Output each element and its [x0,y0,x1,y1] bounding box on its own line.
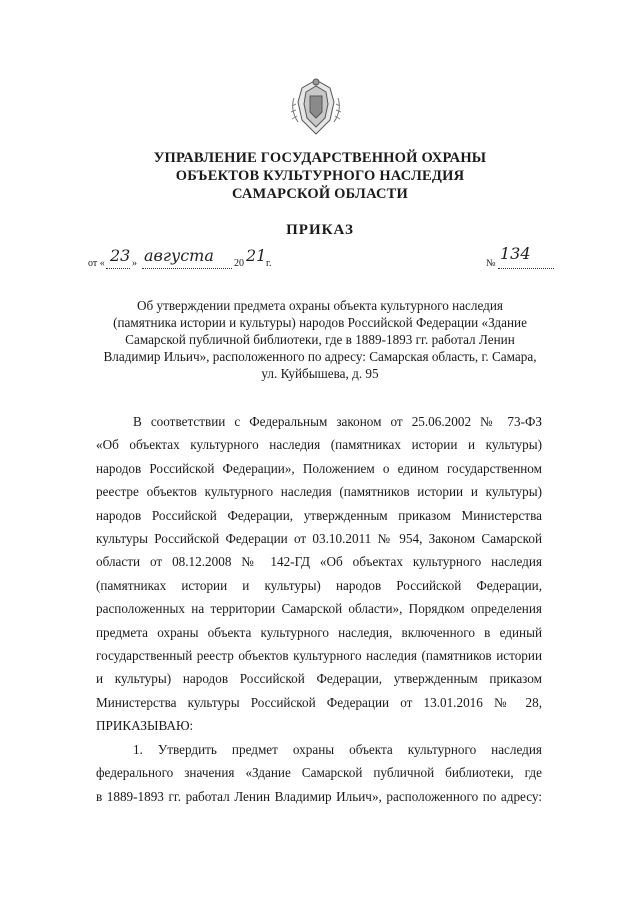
header-line-3: САМАРСКОЙ ОБЛАСТИ [231,186,409,202]
preamble-line: народов Российской Федерации, утвержденным приказом Министерства [96,507,542,523]
preamble-line: народов Российской Федерации», Положением о едином государственном [96,460,542,476]
preamble-line: расположенных на территории Самарской области», Порядком определения [96,601,542,617]
date-mid: » [132,258,137,269]
order-number: 134 [500,244,531,263]
header-line-1: УПРАВЛЕНИЕ ГОСУДАРСТВЕННОЙ ОХРАНЫ [153,150,487,166]
header-line-2: ОБЪЕКТОВ КУЛЬТУРНОГО НАСЛЕДИЯ [175,168,465,184]
preamble-line: и культуры) народов Российской Федерации, утвержденным приказом [96,671,542,687]
order-subject [100,297,540,382]
preamble-line: культуры Российской Федерации от 03.10.2011 № 954, Законом Самарской [96,530,542,546]
preamble-line: предмета охраны объекта культурного наследия, включенного в единый [96,624,542,640]
date-month-line [142,268,232,269]
date-year-prefix: 20 [234,258,244,269]
preamble-line: государственный реестр объектов культурного наследия (памятников истории [96,647,542,663]
date-suffix: г. [266,258,272,269]
preamble-paragraph [96,410,542,737]
number-label: № [486,258,496,269]
date-prefix: от « [88,258,105,269]
preamble-line: реестре объектов культурного наследия (памятников истории и культуры) [96,484,542,500]
date-number-row [88,244,568,274]
subject-line: ул. Куйбышева, д. 95 [261,366,379,381]
preamble-line: Министерства культуры Российской Федерации от 13.01.2016 № 28, [96,694,542,710]
item-1-line: федерального значения «Здание Самарской публичной библиотеки, где [96,765,542,781]
preamble-line: области от 08.12.2008 № 142-ГД «Об объектах культурного наследия [96,554,542,570]
subject-line: Самарской публичной библиотеки, где в 1889-1893 гг. работал Ленин [125,332,515,347]
date-month: августа [144,246,214,265]
date-year: 21 [246,246,267,265]
date-day-line [106,268,130,269]
date-day: 23 [110,246,131,265]
preamble-line: В соответствии с Федеральным законом от 25.06.2002 № 73-ФЗ [133,414,542,429]
preamble-line: (памятниках истории и культуры) народов Российской Федерации, [96,577,542,593]
prikazyvayu-line: ПРИКАЗЫВАЮ: [96,718,194,734]
item-1-line: 1. Утвердить предмет охраны объекта культурного наследия [133,742,542,757]
order-number-line [498,268,554,269]
coat-of-arms-icon [288,76,344,140]
item-1-paragraph [96,738,542,808]
item-1-line: в 1889-1893 гг. работал Ленин Владимир Ильич», расположенного по адресу: [96,788,542,804]
subject-line: Владимир Ильич», расположенного по адресу: Самарская область, г. Самара, [103,349,537,364]
subject-line: (памятника истории и культуры) народов Российской Федерации «Здание [113,315,527,330]
preamble-line: «Об объектах культурного наследия (памятниках истории и культуры) [96,437,542,453]
document-title: ПРИКАЗ [286,222,354,238]
subject-line: Об утверждении предмета охраны объекта культурного наследия [137,298,503,313]
